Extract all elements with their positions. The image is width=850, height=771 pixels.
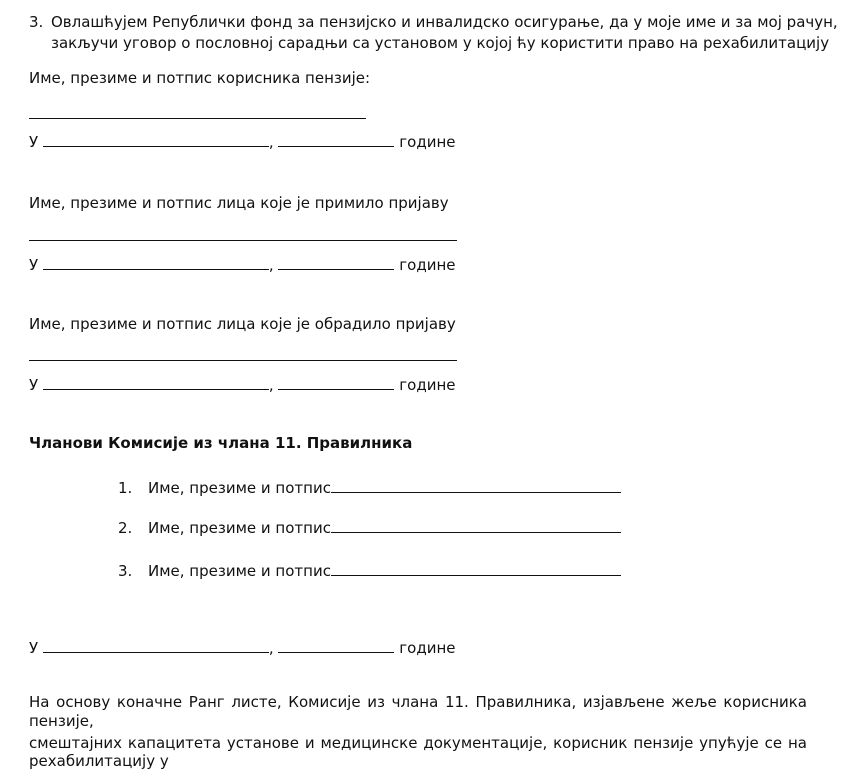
- date-separator: ,: [268, 376, 274, 394]
- place-prefix: У: [29, 376, 39, 394]
- date-field[interactable]: [278, 254, 394, 270]
- place-date-row-1: [29, 131, 455, 152]
- received-by-label: Име, презиме и потпис лица које је примило пријаву: [29, 194, 449, 212]
- commission-member-label: Име, презиме и потпис: [148, 479, 331, 497]
- commission-member-label: Име, презиме и потпис: [148, 519, 331, 537]
- place-prefix: У: [29, 256, 39, 274]
- commission-member-signature-field[interactable]: [331, 477, 621, 493]
- place-prefix: У: [29, 639, 39, 657]
- year-word: године: [399, 639, 456, 657]
- date-field[interactable]: [278, 374, 394, 390]
- place-date-row-2: [29, 254, 455, 275]
- item-3-line-1: Овлашћујем Републички фонд за пензијско и инвалидско осигурање, да у моје име и за мој рачун,: [51, 13, 838, 31]
- place-prefix: У: [29, 133, 39, 151]
- commission-member-number: 1.: [118, 479, 133, 497]
- commission-member-number: 2.: [118, 519, 133, 537]
- year-word: године: [399, 133, 456, 151]
- closing-line-2: пензије,: [29, 712, 94, 730]
- date-separator: ,: [268, 639, 274, 657]
- place-field[interactable]: [43, 131, 269, 147]
- closing-line-3: смештајних капацитета установе и медицинске документације, корисник пензије упућује се на: [29, 734, 807, 752]
- place-field[interactable]: [43, 374, 269, 390]
- commission-member-label: Име, презиме и потпис: [148, 562, 331, 580]
- commission-heading: Чланови Комисије из члана 11. Правилника: [29, 434, 413, 452]
- item-3-line-2: закључи уговор о пословној сарадњи са установом у којој ћу користити право на рехабилитацију: [51, 34, 830, 52]
- place-field[interactable]: [43, 254, 269, 270]
- received-by-signature-line[interactable]: [29, 240, 457, 241]
- commission-member-signature-field[interactable]: [331, 517, 621, 533]
- processed-by-label: Име, презиме и потпис лица које је обрадило пријаву: [29, 315, 456, 333]
- pensioner-signature-line[interactable]: [29, 118, 366, 119]
- place-date-row-4: [29, 637, 455, 658]
- place-field[interactable]: [43, 637, 269, 653]
- pensioner-signature-label: Име, презиме и потпис корисника пензије:: [29, 69, 371, 87]
- commission-member-number: 3.: [118, 562, 133, 580]
- item-3-number: 3.: [29, 13, 44, 31]
- closing-line-4: рехабилитацију у: [29, 752, 169, 770]
- closing-line-1: На основу коначне Ранг листе, Комисије из члана 11. Правилника, изјављене жеље корисника: [29, 693, 807, 711]
- year-word: године: [399, 376, 456, 394]
- commission-member-1: [118, 477, 621, 498]
- processed-by-signature-line[interactable]: [29, 360, 457, 361]
- date-separator: ,: [268, 256, 274, 274]
- date-field[interactable]: [278, 637, 394, 653]
- commission-member-signature-field[interactable]: [331, 560, 621, 576]
- commission-member-3: [118, 560, 621, 581]
- commission-member-2: [118, 517, 621, 538]
- date-separator: ,: [268, 133, 274, 151]
- year-word: године: [399, 256, 456, 274]
- date-field[interactable]: [278, 131, 394, 147]
- place-date-row-3: [29, 374, 455, 395]
